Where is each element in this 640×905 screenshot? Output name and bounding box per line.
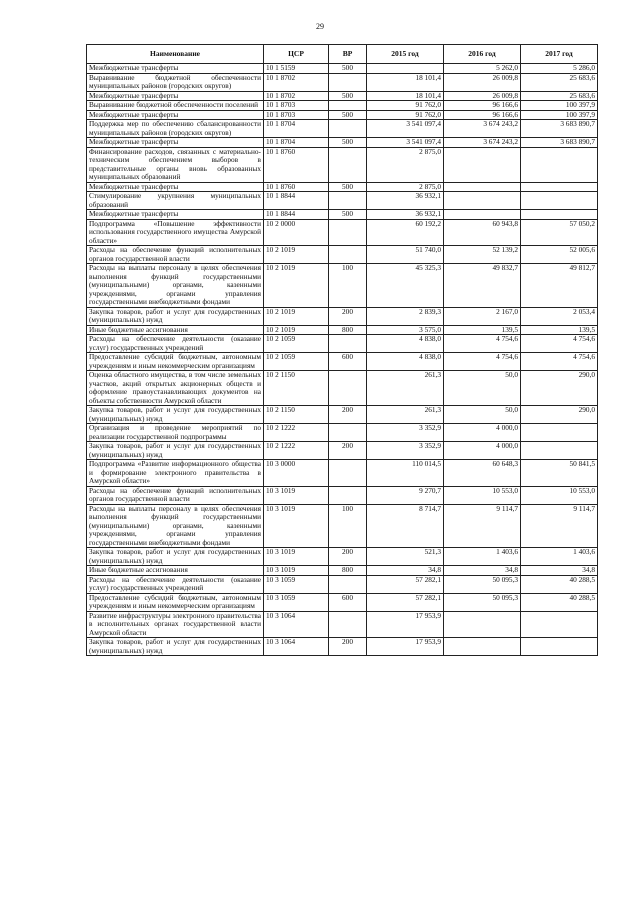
table-row (87, 138, 598, 148)
table-row (87, 210, 598, 220)
cell-name: Поддержка мер по обеспечению сбалансированности муниципальных районов (городских округов) (87, 120, 264, 138)
cell-y2015: 9 270,7 (367, 486, 444, 504)
cell-csr: 10 2 1019 (264, 325, 329, 335)
table-row (87, 424, 598, 442)
cell-y2017: 100 397,9 (521, 110, 598, 120)
cell-y2015: 51 740,0 (367, 246, 444, 264)
cell-name: Предоставление субсидий бюджетным, автономным учреждениям и иным некоммерческим организациям (87, 593, 264, 611)
cell-y2015: 36 932,1 (367, 192, 444, 210)
cell-csr: 10 1 8844 (264, 210, 329, 220)
cell-y2016: 34,8 (444, 566, 521, 576)
table-row (87, 611, 598, 638)
table-row (87, 182, 598, 192)
cell-csr: 10 1 8760 (264, 147, 329, 182)
cell-name: Межбюджетные трансферты (87, 91, 264, 101)
table-row (87, 307, 598, 325)
cell-vr (329, 424, 367, 442)
table-row (87, 120, 598, 138)
table-row (87, 486, 598, 504)
cell-csr: 10 1 8703 (264, 110, 329, 120)
cell-y2016: 50 095,3 (444, 575, 521, 593)
cell-vr (329, 147, 367, 182)
cell-y2017: 4 754,6 (521, 353, 598, 371)
cell-csr: 10 2 1222 (264, 424, 329, 442)
table-row (87, 442, 598, 460)
cell-name: Закупка товаров, работ и услуг для государственных (муниципальных) нужд (87, 442, 264, 460)
cell-y2017: 40 288,5 (521, 593, 598, 611)
cell-y2017: 40 288,5 (521, 575, 598, 593)
cell-name: Межбюджетные трансферты (87, 210, 264, 220)
cell-name: Расходы на обеспечение деятельности (оказание услуг) государственных учреждений (87, 335, 264, 353)
cell-y2017: 10 553,0 (521, 486, 598, 504)
table-row (87, 593, 598, 611)
cell-y2017: 50 841,5 (521, 460, 598, 487)
cell-y2017: 9 114,7 (521, 504, 598, 548)
cell-y2015: 261,3 (367, 371, 444, 406)
table-row (87, 73, 598, 91)
cell-y2016: 50,0 (444, 406, 521, 424)
cell-vr: 500 (329, 64, 367, 74)
cell-name: Закупка товаров, работ и услуг для государственных (муниципальных) нужд (87, 307, 264, 325)
cell-vr: 800 (329, 566, 367, 576)
cell-y2017: 52 005,6 (521, 246, 598, 264)
cell-y2016 (444, 611, 521, 638)
cell-y2017: 49 812,7 (521, 264, 598, 308)
cell-name: Организация и проведение мероприятий по реализации государственной подпрограммы (87, 424, 264, 442)
cell-y2015: 4 838,0 (367, 335, 444, 353)
table-row (87, 219, 598, 246)
cell-y2015: 8 714,7 (367, 504, 444, 548)
cell-y2016: 26 009,8 (444, 73, 521, 91)
page-number: 29 (316, 22, 324, 31)
cell-y2017: 100 397,9 (521, 101, 598, 111)
cell-y2015: 91 762,0 (367, 101, 444, 111)
cell-name: Расходы на выплаты персоналу в целях обеспечения выполнения функций государственными (муниципальными) органами, казенными учреждениями, органами управления государственными внебюджетными фондами (87, 504, 264, 548)
cell-y2016 (444, 192, 521, 210)
cell-y2017 (521, 147, 598, 182)
header-2016: 2016 год (444, 45, 521, 64)
cell-csr: 10 1 8844 (264, 192, 329, 210)
cell-y2016: 52 139,2 (444, 246, 521, 264)
cell-vr: 500 (329, 110, 367, 120)
table-row (87, 147, 598, 182)
cell-y2015: 3 541 097,4 (367, 120, 444, 138)
cell-y2015: 60 192,2 (367, 219, 444, 246)
cell-y2015: 3 352,9 (367, 442, 444, 460)
cell-y2015: 521,3 (367, 548, 444, 566)
cell-y2016: 49 832,7 (444, 264, 521, 308)
cell-y2017: 290,0 (521, 406, 598, 424)
cell-vr: 600 (329, 593, 367, 611)
cell-csr: 10 3 1019 (264, 504, 329, 548)
cell-name: Иные бюджетные ассигнования (87, 325, 264, 335)
cell-y2016: 26 009,8 (444, 91, 521, 101)
cell-y2016 (444, 638, 521, 656)
table-row (87, 371, 598, 406)
cell-y2017: 290,0 (521, 371, 598, 406)
table-row (87, 192, 598, 210)
budget-table (86, 44, 598, 656)
table-row (87, 335, 598, 353)
cell-y2015: 45 325,3 (367, 264, 444, 308)
cell-y2016: 4 000,0 (444, 442, 521, 460)
cell-vr: 500 (329, 138, 367, 148)
cell-y2015: 17 953,9 (367, 638, 444, 656)
cell-y2016: 4 754,6 (444, 335, 521, 353)
cell-vr (329, 371, 367, 406)
cell-csr: 10 3 1019 (264, 548, 329, 566)
cell-vr: 100 (329, 264, 367, 308)
table-row (87, 64, 598, 74)
cell-vr: 500 (329, 210, 367, 220)
cell-y2015: 2 839,3 (367, 307, 444, 325)
cell-y2017: 1 403,6 (521, 548, 598, 566)
cell-vr: 200 (329, 548, 367, 566)
cell-name: Межбюджетные трансферты (87, 182, 264, 192)
table-row (87, 504, 598, 548)
cell-name: Расходы на обеспечение функций исполнительных органов государственной власти (87, 246, 264, 264)
table-row (87, 91, 598, 101)
cell-y2016 (444, 210, 521, 220)
cell-y2015: 2 875,0 (367, 147, 444, 182)
cell-vr (329, 246, 367, 264)
cell-y2015: 110 014,5 (367, 460, 444, 487)
cell-y2017 (521, 442, 598, 460)
cell-name: Межбюджетные трансферты (87, 110, 264, 120)
cell-y2016: 3 674 243,2 (444, 138, 521, 148)
cell-y2016 (444, 147, 521, 182)
cell-csr: 10 2 1019 (264, 246, 329, 264)
cell-name: Подпрограмма «Повышение эффективности использования государственного имущества Амурской области» (87, 219, 264, 246)
cell-name: Выравнивание бюджетной обеспеченности поселений (87, 101, 264, 111)
cell-csr: 10 1 5159 (264, 64, 329, 74)
table-row (87, 548, 598, 566)
cell-y2015: 3 352,9 (367, 424, 444, 442)
header-2017: 2017 год (521, 45, 598, 64)
cell-csr: 10 1 8702 (264, 73, 329, 91)
cell-vr (329, 460, 367, 487)
table-row (87, 264, 598, 308)
cell-name: Расходы на обеспечение деятельности (оказание услуг) государственных учреждений (87, 575, 264, 593)
header-2015: 2015 год (367, 45, 444, 64)
cell-y2016: 9 114,7 (444, 504, 521, 548)
cell-csr: 10 2 1019 (264, 307, 329, 325)
cell-y2016: 50 095,3 (444, 593, 521, 611)
cell-name: Закупка товаров, работ и услуг для государственных (муниципальных) нужд (87, 406, 264, 424)
cell-y2017: 2 053,4 (521, 307, 598, 325)
cell-name: Подпрограмма «Развитие информационного общества и формирование электронного правительства в Амурской области» (87, 460, 264, 487)
cell-name: Закупка товаров, работ и услуг для государственных (муниципальных) нужд (87, 638, 264, 656)
cell-y2016: 10 553,0 (444, 486, 521, 504)
cell-name: Предоставление субсидий бюджетным, автономным учреждениям и иным некоммерческим организациям (87, 353, 264, 371)
cell-csr: 10 3 1059 (264, 593, 329, 611)
cell-csr: 10 2 1059 (264, 353, 329, 371)
cell-y2016: 50,0 (444, 371, 521, 406)
table-row (87, 101, 598, 111)
cell-y2017 (521, 210, 598, 220)
cell-vr (329, 219, 367, 246)
cell-y2017: 139,5 (521, 325, 598, 335)
table-row (87, 110, 598, 120)
cell-name: Развитие инфраструктуры электронного правительства в исполнительных органах государственной власти Амурской области (87, 611, 264, 638)
cell-vr (329, 486, 367, 504)
cell-vr: 500 (329, 182, 367, 192)
cell-vr (329, 192, 367, 210)
table-row (87, 575, 598, 593)
cell-y2017 (521, 192, 598, 210)
cell-vr (329, 120, 367, 138)
cell-y2015: 17 953,9 (367, 611, 444, 638)
cell-name: Расходы на обеспечение функций исполнительных органов государственной власти (87, 486, 264, 504)
cell-y2015: 34,8 (367, 566, 444, 576)
cell-name: Оценка областного имущества, в том числе земельных участков, акций открытых акционерных обществ и оформление правоустанавливающих документов на объекты собственности Амурской области (87, 371, 264, 406)
cell-csr: 10 3 1064 (264, 611, 329, 638)
cell-y2017 (521, 182, 598, 192)
cell-y2017: 57 050,2 (521, 219, 598, 246)
cell-csr: 10 1 8704 (264, 138, 329, 148)
table-row (87, 460, 598, 487)
cell-vr (329, 101, 367, 111)
cell-name: Выравнивание бюджетной обеспеченности муниципальных районов (городских округов) (87, 73, 264, 91)
cell-vr: 800 (329, 325, 367, 335)
cell-y2016: 139,5 (444, 325, 521, 335)
cell-y2017: 25 683,6 (521, 73, 598, 91)
cell-y2015: 91 762,0 (367, 110, 444, 120)
cell-csr: 10 2 1150 (264, 406, 329, 424)
cell-vr (329, 335, 367, 353)
cell-y2015: 57 282,1 (367, 593, 444, 611)
cell-y2017 (521, 424, 598, 442)
table-row (87, 406, 598, 424)
cell-vr: 200 (329, 638, 367, 656)
cell-vr: 200 (329, 406, 367, 424)
cell-csr: 10 3 1064 (264, 638, 329, 656)
table-body (87, 64, 598, 656)
cell-y2017: 25 683,6 (521, 91, 598, 101)
cell-y2017: 4 754,6 (521, 335, 598, 353)
cell-y2016: 4 754,6 (444, 353, 521, 371)
cell-csr: 10 2 1059 (264, 335, 329, 353)
cell-vr (329, 611, 367, 638)
cell-csr: 10 3 1059 (264, 575, 329, 593)
cell-csr: 10 2 1222 (264, 442, 329, 460)
cell-csr: 10 2 1019 (264, 264, 329, 308)
cell-y2015: 18 101,4 (367, 73, 444, 91)
cell-csr: 10 1 8702 (264, 91, 329, 101)
cell-y2017: 3 683 890,7 (521, 138, 598, 148)
cell-y2015: 261,3 (367, 406, 444, 424)
cell-name: Расходы на выплаты персоналу в целях обеспечения выполнения функций государственными (муниципальными) органами, казенными учреждениями, органами управления государственными внебюджетными фондами (87, 264, 264, 308)
cell-y2015 (367, 64, 444, 74)
cell-csr: 10 2 1150 (264, 371, 329, 406)
cell-y2017: 34,8 (521, 566, 598, 576)
cell-vr: 500 (329, 91, 367, 101)
cell-csr: 10 3 1019 (264, 486, 329, 504)
cell-y2016: 4 000,0 (444, 424, 521, 442)
cell-y2015: 18 101,4 (367, 91, 444, 101)
cell-y2016: 60 648,3 (444, 460, 521, 487)
cell-y2015: 3 575,0 (367, 325, 444, 335)
table-row (87, 246, 598, 264)
cell-y2016: 60 943,8 (444, 219, 521, 246)
cell-vr (329, 575, 367, 593)
header-vr: ВР (329, 45, 367, 64)
table-row (87, 566, 598, 576)
table-row (87, 638, 598, 656)
cell-csr: 10 3 1019 (264, 566, 329, 576)
cell-y2016: 2 167,0 (444, 307, 521, 325)
cell-vr (329, 73, 367, 91)
cell-vr: 200 (329, 307, 367, 325)
cell-name: Стимулирование укрупнения муниципальных образований (87, 192, 264, 210)
cell-name: Межбюджетные трансферты (87, 138, 264, 148)
cell-y2016: 5 262,0 (444, 64, 521, 74)
cell-y2016: 96 166,6 (444, 110, 521, 120)
cell-y2017 (521, 638, 598, 656)
cell-y2015: 57 282,1 (367, 575, 444, 593)
cell-name: Иные бюджетные ассигнования (87, 566, 264, 576)
cell-vr: 100 (329, 504, 367, 548)
cell-name: Закупка товаров, работ и услуг для государственных (муниципальных) нужд (87, 548, 264, 566)
header-name: Наименование (87, 45, 264, 64)
cell-y2016: 96 166,6 (444, 101, 521, 111)
cell-vr: 200 (329, 442, 367, 460)
table-row (87, 325, 598, 335)
cell-y2015: 3 541 097,4 (367, 138, 444, 148)
cell-csr: 10 1 8704 (264, 120, 329, 138)
cell-csr: 10 1 8760 (264, 182, 329, 192)
cell-y2017 (521, 611, 598, 638)
table-row (87, 353, 598, 371)
cell-vr: 600 (329, 353, 367, 371)
cell-name: Межбюджетные трансферты (87, 64, 264, 74)
cell-y2016: 3 674 243,2 (444, 120, 521, 138)
header-csr: ЦСР (264, 45, 329, 64)
cell-y2016 (444, 182, 521, 192)
cell-y2015: 4 838,0 (367, 353, 444, 371)
cell-csr: 10 3 0000 (264, 460, 329, 487)
cell-y2017: 3 683 890,7 (521, 120, 598, 138)
cell-name: Финансирование расходов, связанных с материально-техническим обеспечением выборов в представительные органы вновь образованных муниципальных образований (87, 147, 264, 182)
cell-y2017: 5 286,0 (521, 64, 598, 74)
cell-y2016: 1 403,6 (444, 548, 521, 566)
cell-csr: 10 2 0000 (264, 219, 329, 246)
cell-y2015: 36 932,1 (367, 210, 444, 220)
cell-csr: 10 1 8703 (264, 101, 329, 111)
table-header (87, 45, 598, 64)
cell-y2015: 2 875,0 (367, 182, 444, 192)
